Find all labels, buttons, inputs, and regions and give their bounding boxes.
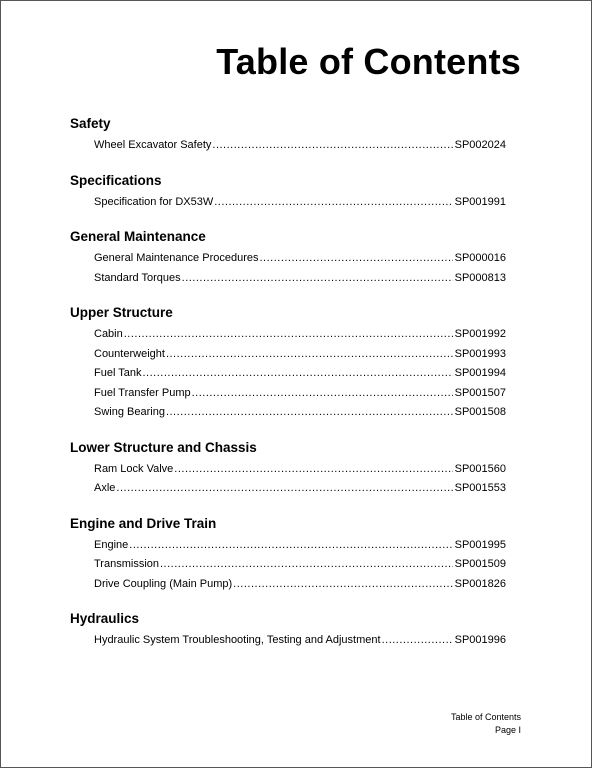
toc-section xyxy=(70,439,506,499)
entry-section-code: SP001508 xyxy=(454,406,506,418)
entry-title: Fuel Transfer Pump xyxy=(94,386,191,399)
entry-section-code: SP001507 xyxy=(454,386,506,399)
dot-leader xyxy=(166,403,453,423)
entry-title: Transmission xyxy=(94,558,159,570)
toc-section xyxy=(70,515,506,595)
toc-entry[interactable] xyxy=(94,403,506,423)
page-footer xyxy=(451,711,521,737)
entry-title: Axle xyxy=(94,482,116,494)
section-heading: Engine and Drive Train xyxy=(70,515,217,531)
page-title: Table of Contents xyxy=(216,41,521,82)
entry-title: Specification for DX53W xyxy=(94,195,214,208)
dot-leader xyxy=(259,249,452,269)
table-of-contents xyxy=(70,115,506,667)
entry-section-code: SP001509 xyxy=(454,558,506,570)
entry-section-code: SP001996 xyxy=(454,634,506,646)
section-heading: Lower Structure and Chassis xyxy=(70,439,257,455)
dot-leader xyxy=(214,193,452,213)
toc-section xyxy=(70,228,506,288)
dot-leader xyxy=(233,575,452,595)
entry-title: Fuel Tank xyxy=(94,367,142,379)
toc-entry[interactable] xyxy=(94,631,506,651)
entry-title: Ram Lock Valve xyxy=(94,462,174,475)
dot-leader xyxy=(143,364,453,384)
entry-section-code: SP001991 xyxy=(454,195,506,208)
entry-section-code: SP000813 xyxy=(454,271,506,284)
entry-section-code: SP001992 xyxy=(454,328,506,340)
toc-entry[interactable] xyxy=(94,384,506,404)
toc-entry[interactable] xyxy=(94,479,506,499)
entry-section-code: SP000016 xyxy=(454,252,506,264)
toc-entry[interactable] xyxy=(94,536,506,556)
entry-section-code: SP001995 xyxy=(454,538,506,551)
entry-title: Cabin xyxy=(94,328,123,340)
toc-entry[interactable] xyxy=(94,269,506,289)
section-heading: Specifications xyxy=(70,172,162,188)
entry-section-code: SP001994 xyxy=(454,367,506,379)
toc-section xyxy=(70,115,506,156)
toc-entry[interactable] xyxy=(94,249,506,269)
entry-section-code: SP001826 xyxy=(454,577,506,590)
dot-leader xyxy=(124,325,453,345)
footer-label: Table of Contents xyxy=(450,712,521,722)
toc-section xyxy=(70,172,506,213)
toc-entry[interactable] xyxy=(94,136,506,156)
dot-leader xyxy=(129,536,452,556)
entry-title: Swing Bearing xyxy=(94,406,165,418)
dot-leader xyxy=(166,345,453,365)
dot-leader xyxy=(182,269,453,289)
toc-entry[interactable] xyxy=(94,345,506,365)
footer-page-number: Page I xyxy=(494,725,521,735)
section-heading: Safety xyxy=(70,116,111,131)
entry-title: Wheel Excavator Safety xyxy=(94,139,212,151)
entry-title: Hydraulic System Troubleshooting, Testing and Adjustment xyxy=(94,634,381,646)
entry-section-code: SP002024 xyxy=(454,139,506,151)
section-heading: Hydraulics xyxy=(70,611,140,626)
toc-entry[interactable] xyxy=(94,193,506,213)
dot-leader xyxy=(116,479,452,499)
dot-leader xyxy=(192,384,453,404)
entry-title: Engine xyxy=(94,538,129,551)
toc-entry[interactable] xyxy=(94,325,506,345)
toc-entry[interactable] xyxy=(94,575,506,595)
toc-entry[interactable] xyxy=(94,555,506,575)
entry-title: Standard Torques xyxy=(94,271,181,284)
dot-leader xyxy=(382,631,453,651)
dot-leader xyxy=(212,136,452,156)
section-heading: General Maintenance xyxy=(70,229,206,244)
entry-section-code: SP001560 xyxy=(454,462,506,475)
toc-entry[interactable] xyxy=(94,460,506,480)
entry-section-code: SP001553 xyxy=(454,482,506,494)
dot-leader xyxy=(160,555,453,575)
entry-title: General Maintenance Procedures xyxy=(94,252,259,264)
section-heading: Upper Structure xyxy=(70,305,173,320)
dot-leader xyxy=(174,460,452,480)
toc-entry[interactable] xyxy=(94,364,506,384)
toc-section xyxy=(70,304,506,423)
entry-title: Counterweight xyxy=(94,347,165,360)
toc-section xyxy=(70,610,506,651)
entry-section-code: SP001993 xyxy=(454,347,506,360)
entry-title: Drive Coupling (Main Pump) xyxy=(94,577,233,590)
